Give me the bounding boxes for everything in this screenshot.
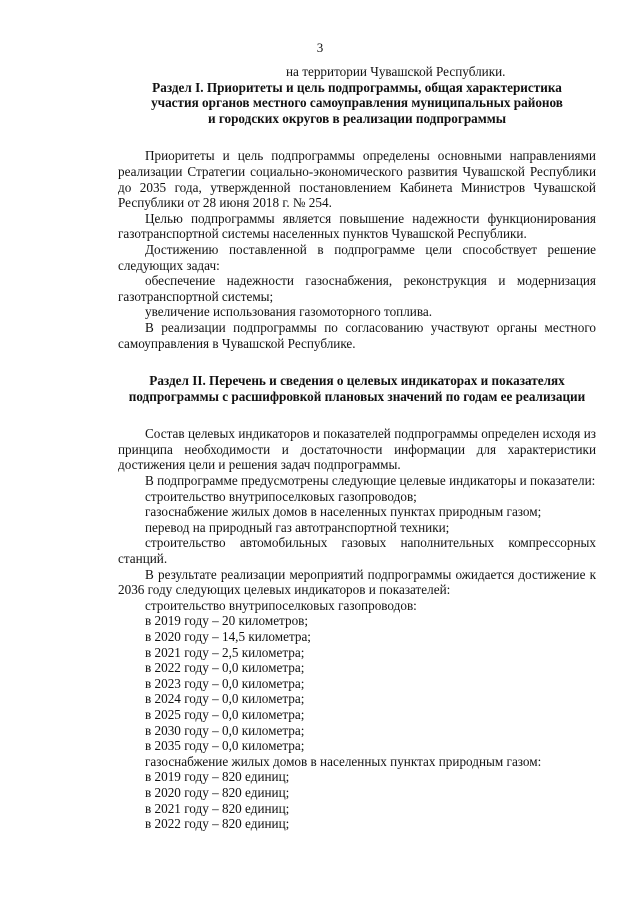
paragraph: Целью подпрограммы является повышение надежности функционирования газотранспортной системы населенных пунктов Чувашской Республики. <box>118 210 596 242</box>
list-item: строительство внутрипоселковых газопроводов; <box>145 488 417 504</box>
list-item: в 2021 году – 2,5 километра; <box>145 644 305 660</box>
list-item: в 2021 году – 820 единиц; <box>145 800 290 816</box>
list-item: в 2020 году – 14,5 километра; <box>145 629 311 644</box>
paragraph: строительство автомобильных газовых наполнительных компрессорных станций. <box>118 535 596 567</box>
list-item: в 2023 году – 0,0 километра; <box>145 675 305 691</box>
paragraph: Достижению поставленной в подпрограмме цели способствует решение следующих задач: <box>118 241 596 273</box>
list-item: в 2019 году – 20 километров; <box>145 613 309 629</box>
paragraph: В реализации подпрограммы по согласованию участвуют органы местного самоуправления в Чувашской Республике. <box>118 319 596 351</box>
list-item: в 2022 году – 820 единиц; <box>145 816 290 832</box>
page-number: 3 <box>316 40 324 55</box>
list-item: в 2025 году – 0,0 километра; <box>145 706 305 722</box>
section-2-title-line: подпрограммы с расшифровкой плановых значений по годам ее реализации <box>128 388 586 404</box>
list-item: в 2024 году – 0,0 километра; <box>145 691 305 707</box>
list-item: в 2020 году – 820 единиц; <box>145 784 290 800</box>
section-1-title <box>118 80 596 127</box>
paragraph: В подпрограмме предусмотрены следующие целевые индикаторы и показатели: <box>145 473 596 489</box>
section-2-title <box>118 373 596 404</box>
group-title: строительство внутрипоселковых газопроводов: <box>145 597 417 613</box>
section-1-title-line: Раздел I. Приоритеты и цель подпрограммы, общая характеристика <box>152 79 562 95</box>
list-item: перевод на природный газ автотранспортной техники; <box>145 519 450 535</box>
section-1-title-line: участия органов местного самоуправления муниципальных районов <box>151 95 563 111</box>
continuation-line: на территории Чувашской Республики. <box>286 64 506 79</box>
list-item: в 2030 году – 0,0 километра; <box>145 722 305 738</box>
paragraph: В результате реализации мероприятий подпрограммы ожидается достижение к 2036 году следующих целевых индикаторов и показателей: <box>118 566 596 598</box>
group-title: газоснабжение жилых домов в населенных пунктах природным газом: <box>145 753 542 769</box>
paragraph: обеспечение надежности газоснабжения, реконструкция и модернизация газотранспортной системы; <box>118 273 596 304</box>
list-item: газоснабжение жилых домов в населенных пунктах природным газом; <box>145 504 542 520</box>
text-column <box>118 64 596 832</box>
list-item: в 2022 году – 0,0 километра; <box>145 660 305 676</box>
list-item: в 2035 году – 0,0 километра; <box>145 738 305 754</box>
paragraph: увеличение использования газомоторного топлива. <box>145 304 433 320</box>
paragraph: Состав целевых индикаторов и показателей подпрограммы определен исходя из принципа необходимости и достаточности информации для характеристики достижения цели и решения задач подпрограммы. <box>118 426 596 473</box>
section-2-title-line: Раздел II. Перечень и сведения о целевых индикаторах и показателях <box>149 373 565 389</box>
list-item: в 2019 году – 820 единиц; <box>145 769 290 785</box>
paragraph: Приоритеты и цель подпрограммы определены основными направлениями реализации Стратегии социально-экономического развития Чувашской Республики до 2035 года, утвержденной постановлением Кабинета Министров Чувашской Республики от 28 июня 2018 г. № 254. <box>118 148 596 211</box>
section-1-title-line: и городских округов в реализации подпрограммы <box>207 110 507 126</box>
